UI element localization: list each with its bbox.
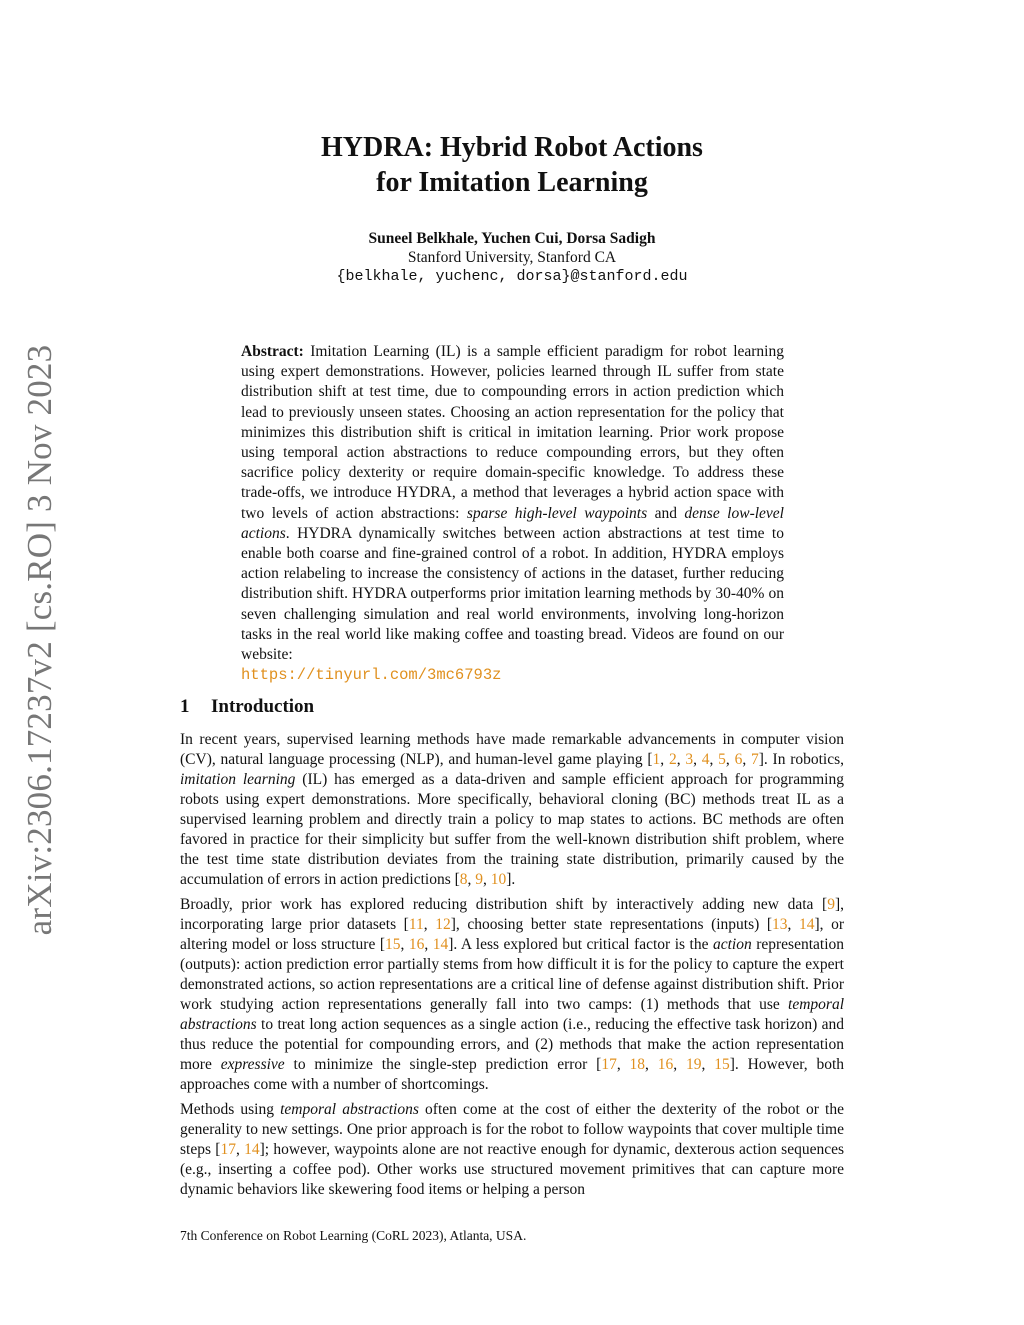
citation[interactable]: 14 [432, 936, 449, 953]
citation[interactable]: 14 [244, 1141, 260, 1158]
arxiv-sidebar-stamp [14, 344, 66, 936]
paragraph-text: to minimize the single-step prediction error [ [284, 1056, 602, 1073]
section-title: Introduction [211, 696, 315, 717]
author-emails: {belkhale, yuchenc, dorsa}@stanford.edu [336, 268, 688, 285]
citation[interactable]: 17 [220, 1141, 236, 1158]
emphasis: action [712, 936, 752, 953]
paragraph-text: ]. However, both approaches come with a number of shortcomings. [180, 1056, 845, 1093]
citation[interactable]: 15 [714, 1056, 730, 1073]
paragraph-text: ], incorporating large prior datasets [ [180, 896, 844, 933]
citation[interactable]: 17 [601, 1056, 617, 1073]
paragraph-text: to treat long action sequences as a single action (i.e., reducing the effective task horizon) and thus reduce the potential for compounding errors, and (2) methods that make the action representation more [180, 1016, 844, 1073]
emphasis: imitation learning [180, 771, 296, 788]
abstract-text: Imitation Learning (IL) is a sample efficient paradigm for robot learning using expert demonstrations. However, policies learned through IL suffer from state distribution shift at test time, due to compounding errors in action prediction which lead to previously unseen states. Choosing an action representation for the policy that minimizes this distribution shift is critical in imitation learning. Prior work propose using temporal action abstractions to reduce compounding errors, but they often sacrifice policy dexterity or require domain-specific knowledge. To address these trade-offs, we introduce HYDRA, a method that leverages a hybrid action space with two levels of action abstractions: [241, 343, 784, 522]
citation[interactable]: 11 [408, 916, 424, 933]
emphasis: temporal abstractions [180, 996, 844, 1033]
paragraph-text: ]. [506, 871, 516, 888]
citation[interactable]: 1 [652, 751, 661, 768]
introduction-body [180, 730, 844, 1205]
citation[interactable]: 9 [475, 871, 484, 888]
website-link[interactable]: https://tinyurl.com/3mc6793z [241, 666, 502, 685]
citation[interactable]: 16 [657, 1056, 674, 1073]
citation[interactable]: 3 [685, 751, 694, 768]
paragraph-text: In recent years, supervised learning methods have made remarkable advancements in computer vision (CV), natural language processing (NLP), and human-level game playing [ [180, 731, 844, 768]
abstract-emphasis: dense low-level actions [241, 504, 784, 542]
citation[interactable]: 5 [718, 751, 726, 768]
paragraph-text: ], choosing better state representations (inputs) [ [450, 916, 773, 933]
citation[interactable]: 2 [668, 751, 677, 768]
author-block [180, 229, 844, 286]
paragraph-text: representation (outputs): action prediction error partially stems from how difficult it is for the policy to capture the expert demonstrated actions, so action representations are a critical line of defense against distribution shift. Prior work studying action representations generally fall into two camps: (1) methods that use [180, 936, 845, 1013]
paragraph-text: ]; however, waypoints alone are not reactive enough for dynamic, dexterous action sequences (e.g., inserting a coffee pod). Other works use structured movement primitives that can capture more dynamic behaviors like skewering food items or helping a person [180, 1141, 844, 1198]
emphasis: expressive [220, 1056, 285, 1073]
citation[interactable]: 6 [734, 751, 743, 768]
arxiv-identifier: arXiv:2306.17237v2 [cs.RO] 3 Nov 2023 [20, 344, 59, 936]
author-names: Suneel Belkhale, Yuchen Cui, Dorsa Sadigh [368, 230, 656, 247]
citation[interactable]: 19 [685, 1056, 702, 1073]
paragraph: Broadly, prior work has explored reducing distribution shift by interactively adding new data [9], incorporating large prior datasets [11, 12], choosing better state representations (inputs) [13, 14], or altering model or loss structure [15, 16, 14]. A less explored but critical factor is the action representation (outputs): action prediction error partially stems from how difficult it is for the policy to capture the expert demonstrated actions, so action representations are a critical line of defense against distribution shift. Prior work studying action representations generally fall into two camps: (1) methods that use temporal abstractions to treat long action sequences as a single action (i.e., reducing the effective task horizon) and thus reduce the potential for compounding errors, and (2) methods that make the action representation more expressive to minimize the single-step prediction error [17, 18, 16, 19, 15]. However, both approaches come with a number of shortcomings. [180, 896, 845, 1093]
paragraph-text: (IL) has emerged as a data-driven and sample efficient approach for programming robots using expert demonstrations. More specifically, behavioral cloning (BC) methods treat IL as a supervised learning problem and directly train a policy to map states to actions. BC methods are often favored in practice for their simplicity but suffer from the well-known distribution shift problem, where the test time state distribution deviates from the training state distribution, primarily caused by the accumulation of errors in action predictions [ [180, 771, 844, 888]
citation[interactable]: 8 [459, 871, 468, 888]
citation[interactable]: 12 [435, 916, 451, 933]
emphasis: temporal abstractions [280, 1101, 419, 1118]
paragraph-text: ]. In robotics, [758, 751, 845, 768]
title-line-1: HYDRA: Hybrid Robot Actions [321, 132, 703, 163]
conference-footer: 7th Conference on Robot Learning (CoRL 2023), Atlanta, USA. [180, 1228, 527, 1243]
paragraph-text: ], or altering model or loss structure [ [180, 916, 845, 953]
citation[interactable]: 16 [408, 936, 425, 953]
abstract [241, 342, 784, 685]
paragraph: Methods using temporal abstractions often come at the cost of either the dexterity of the robot or the generality to new settings. One prior approach is for the robot to follow waypoints that cover multiple time steps [17, 14]; however, waypoints alone are not reactive enough for dynamic, dexterous action sequences (e.g., inserting a coffee pod). Other works use structured movement primitives that can capture more dynamic behaviors like skewering food items or helping a person [180, 1101, 844, 1198]
citation[interactable]: 9 [827, 896, 835, 913]
paragraph-text: Methods using [180, 1101, 281, 1118]
paper-title [180, 130, 844, 200]
section-number: 1 [180, 696, 190, 717]
citation[interactable]: 13 [772, 916, 788, 933]
citation[interactable]: 14 [799, 916, 815, 933]
abstract-label: Abstract: [241, 343, 304, 360]
citation[interactable]: 10 [490, 871, 507, 888]
paragraph-text: ]. A less explored but critical factor is the [448, 936, 713, 953]
citation[interactable]: 18 [629, 1056, 646, 1073]
paragraph-text: often come at the cost of either the dexterity of the robot or the generality to new settings. One prior approach is for the robot to follow waypoints that cover multiple time steps [ [180, 1101, 844, 1158]
section-heading [180, 696, 314, 718]
paragraph: In recent years, supervised learning methods have made remarkable advancements in computer vision (CV), natural language processing (NLP), and human-level game playing [1, 2, 3, 4, 5, 6, 7]. In robotics, imitation learning (IL) has emerged as a data-driven and sample efficient approach for programming robots using expert demonstrations. More specifically, behavioral cloning (BC) methods treat IL as a supervised learning problem and directly train a policy to map states to actions. BC methods are often favored in practice for their simplicity but suffer from the well-known distribution shift problem, where the test time state distribution deviates from the training state distribution, primarily caused by the accumulation of errors in action predictions [8, 9, 10]. [180, 731, 845, 888]
paragraph-text: Broadly, prior work has explored reducing distribution shift by interactively adding new data [ [180, 896, 828, 913]
abstract-emphasis: sparse high-level waypoints [466, 504, 648, 522]
citation[interactable]: 15 [385, 936, 401, 953]
citation[interactable]: 7 [750, 751, 759, 768]
affiliation: Stanford University, Stanford CA [407, 249, 617, 266]
title-line-2: for Imitation Learning [376, 167, 648, 198]
abstract-text: and [647, 504, 685, 522]
citation[interactable]: 4 [701, 751, 710, 768]
abstract-text: . HYDRA dynamically switches between action abstractions at test time to enable both coarse and fine-grained control of a robot. In addition, HYDRA employs action relabeling to increase the consistency of actions in the dataset, further reducing distribution shift. HYDRA outperforms prior imitation learning methods by 30-40% on seven challenging simulation and real world environments, involving long-horizon tasks in the real world like making coffee and toasting bread. Videos are found on our website: [241, 524, 784, 664]
